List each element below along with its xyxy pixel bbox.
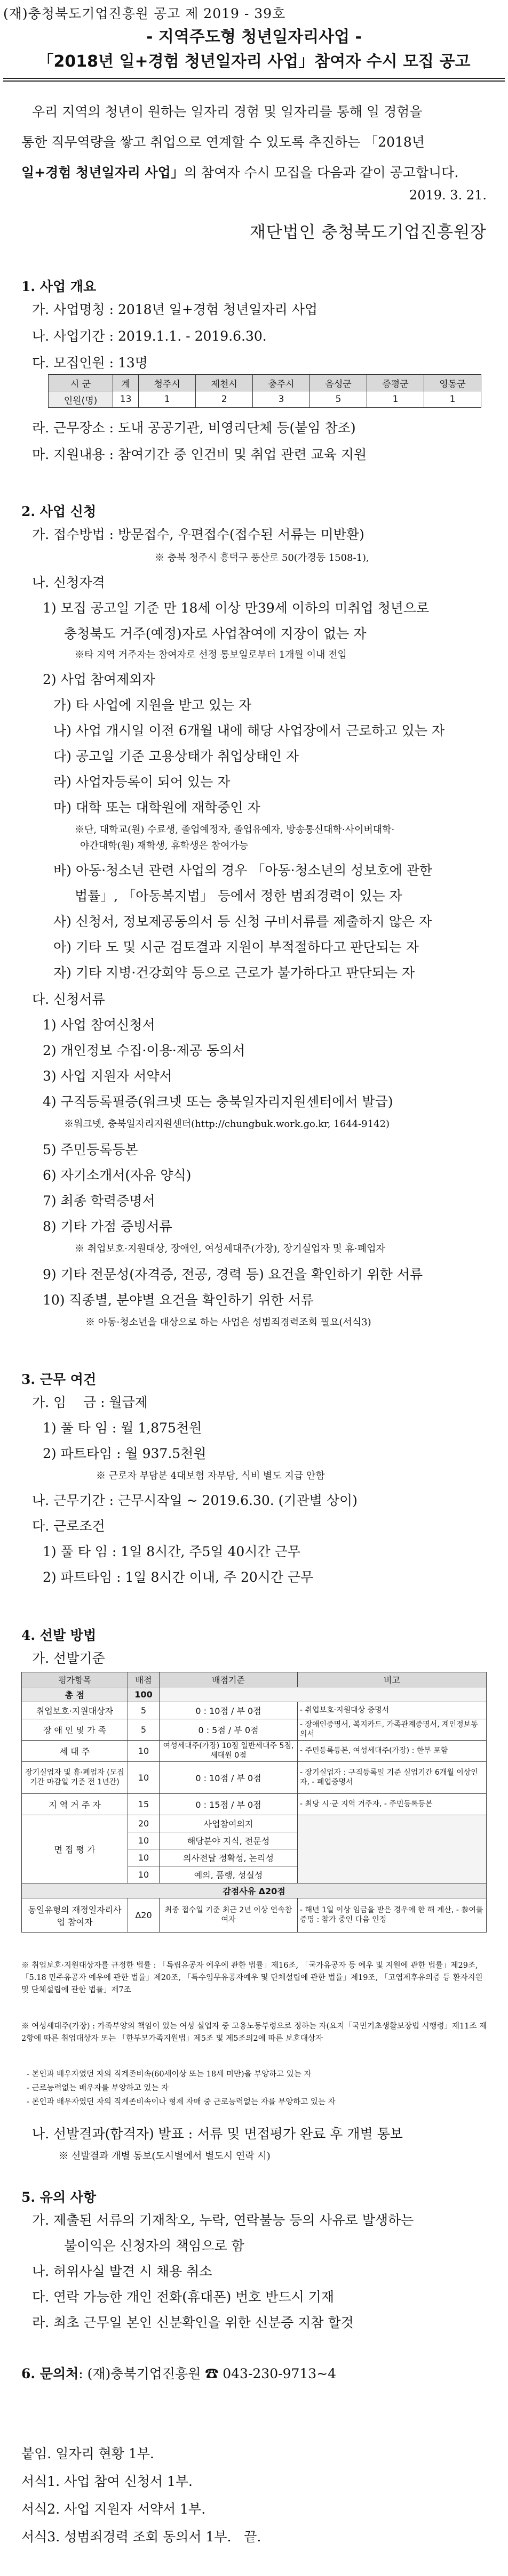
intro-program-name: 일+경험 청년일자리 사업」	[21, 165, 184, 180]
s4-footnote-5: - 본인과 배우자였던 자의 직계존비속이나 형제 자매 중 근로능력없는 자를 부양하고 있는 자	[27, 2098, 336, 2106]
criteria-rule: 0 : 10점 / 부 0점	[160, 1702, 298, 1719]
criteria-header: 배점	[128, 1672, 160, 1687]
region-header: 제천시	[196, 375, 253, 391]
s2-doc-6: 6) 자기소개서(자유 양식)	[43, 1168, 192, 1183]
s4-criteria: 가. 선발기준	[32, 1651, 105, 1666]
s2-eligibility: 나. 신청자격	[32, 575, 105, 590]
criteria-note: - 취업보호·지원대상 증명서	[298, 1702, 487, 1719]
criteria-total-value: 100	[128, 1687, 160, 1702]
criteria-interview-label: 면 접 평 가	[22, 1815, 128, 1883]
criteria-item: 동일유형의 재정일자리사업 참여자	[22, 1898, 128, 1933]
s2-exclusion-f2: 법률」, 「아동복지법」 등에서 정한 범죄경력이 있는 자	[75, 888, 402, 904]
region-quota-table	[48, 374, 481, 408]
region-cell: 13	[113, 391, 139, 408]
page-title: 「2018년 일+경험 청년일자리 사업」참여자 수시 모집 공고	[37, 52, 471, 71]
selection-criteria-table	[21, 1672, 487, 1933]
s2-doc-8-note: ※ 취업보호·지원대상, 장애인, 여성세대주(가장), 장기실업자 및 휴·폐업자	[75, 1243, 385, 1254]
region-header: 음성군	[310, 375, 367, 391]
s2-exclusion-a: 가) 타 사업에 지원을 받고 있는 자	[53, 697, 252, 713]
criteria-score: 10	[128, 1866, 160, 1883]
s2-doc-5: 5) 주민등록등본	[43, 1142, 138, 1157]
contact-info: : (재)충북기업진흥원 ☎ 043-230-9713~4	[78, 2366, 337, 2381]
s3-conditions: 다. 근로조건	[32, 1518, 105, 1534]
region-header: 충주시	[253, 375, 310, 391]
criteria-item: 지 역 거 주 자	[22, 1794, 128, 1815]
region-cell: 1	[139, 391, 196, 408]
s1-support: 마. 지원내용 : 참여기간 중 인건비 및 취업 관련 교육 지원	[32, 447, 367, 462]
s2-eligibility-1a: 1) 모집 공고일 기준 만 18세 이상 만39세 이하의 미취업 청년으로	[43, 600, 430, 616]
criteria-score: 15	[128, 1794, 160, 1815]
criteria-header: 배점기준	[160, 1672, 298, 1687]
s2-eligibility-1b: 충청북도 거주(예정)자로 사업참여에 지장이 없는 자	[64, 626, 367, 641]
criteria-score: Δ20	[128, 1898, 160, 1933]
s4-footnote-1: ※ 취업보호·지원대상자를 규정한 법률 : 「독립유공자 예우에 관한 법률」제16조, 「국가유공자 등 예우 및 지원에 관한 법률」제29조, 「5.18 민주유공자 예우에 관한 법률」제20조, 「특수임무유공자예우 및 단체설립에 관한 법률」제19조, 「고엽제후유의증 등 환자지원 및 단체설립에 관한 법률」제7조	[21, 1961, 483, 1995]
criteria-rule: 최종 접수일 기준 최근 2년 이상 연속참여자	[160, 1898, 298, 1933]
s2-address-note: ※ 충북 청주시 흥덕구 풍산로 50(가경동 1508-1),	[155, 552, 369, 564]
region-row-label: 인원(명)	[49, 391, 113, 408]
s2-doc-9: 9) 기타 전문성(자격증, 전공, 경력 등) 요건을 확인하기 위한 서류	[43, 1267, 423, 1282]
criteria-deduction-header: 감점사유 Δ20점	[22, 1883, 487, 1898]
s1-recruit: 다. 모집인원 : 13명	[32, 355, 148, 371]
s4-announcement-note: ※ 선발결과 개별 통보(도시별에서 별도시 연락 시)	[59, 2151, 271, 2162]
region-header: 계	[113, 375, 139, 391]
criteria-score: 5	[128, 1702, 160, 1719]
criteria-item: 장기실업자 및 휴·폐업자 (모집기간 마감일 기준 전 1년간)	[22, 1762, 128, 1794]
s2-exclusion-e-note1: ※단, 대학교(원) 수료생, 졸업예정자, 졸업유예자, 방송통신대학·사이버대학·	[75, 824, 395, 835]
s2-exclusion: 2) 사업 참여제외자	[43, 672, 155, 687]
section-5-heading: 5. 유의 사항	[21, 2189, 97, 2205]
s4-footnote-3: - 본인과 배우자였던 자의 직계존비속(60세이상 또는 18세 미만)을 부양하고 있는 자	[27, 2070, 312, 2079]
s2-doc-3: 3) 사업 지원자 서약서	[43, 1068, 172, 1084]
criteria-rule: 예의, 품행, 성실성	[160, 1866, 298, 1883]
s5-note-d: 라. 최초 근무일 본인 신분확인을 위한 신분증 지참 할것	[32, 2315, 354, 2330]
s2-eligibility-note: ※타 지역 거주자는 참여자로 선정 통보일로부터 1개월 이내 전입	[75, 649, 347, 661]
s2-exclusion-h: 아) 기타 도 및 시군 검토결과 지원이 부적절하다고 판단되는 자	[53, 939, 419, 955]
intro-line-3	[21, 166, 458, 179]
s1-workplace: 라. 근무장소 : 도내 공공기관, 비영리단체 등(붙임 참조)	[32, 420, 356, 436]
s2-exclusion-e: 마) 대학 또는 대학원에 재학중인 자	[53, 800, 260, 815]
criteria-item: 장 애 인 및 가 족	[22, 1719, 128, 1741]
s3-wage: 가. 임 금 : 월급제	[32, 1395, 148, 1410]
title-subtitle: - 지역주도형 청년일자리사업 -	[146, 28, 362, 46]
section-2-heading: 2. 사업 신청	[21, 504, 97, 519]
s2-doc-10-note: ※ 아동·청소년을 대상으로 하는 사업은 성범죄경력조회 필요(서식3)	[85, 1317, 371, 1328]
s3-wage-note: ※ 근로자 부담분 4대보험 자부담, 식비 별도 지급 안함	[96, 1470, 325, 1482]
s2-doc-2: 2) 개인정보 수집·이용·제공 동의서	[43, 1043, 245, 1058]
intro-line-1: 우리 지역의 청년이 원하는 일자리 경험 및 일자리를 통해 일 경험을	[32, 104, 423, 119]
s2-exclusion-f1: 바) 아동·청소년 관련 사업의 경우 「아동·청소년의 성보호에 관한	[53, 863, 433, 878]
criteria-header: 비고	[298, 1672, 487, 1687]
s3-period: 나. 근무기간 : 근무시작일 ~ 2019.6.30. (기관별 상이)	[32, 1493, 358, 1508]
s4-footnote-2: ※ 여성세대주(가장) : 가족부양의 책임이 있는 여성 실업자 중 고용노동부령으로 정하는 자(요지「국민기초생활보장법 시행령」제11조 제2항에 따른 취업대상자 또는 「한부모가족지원법」제5조 및 제5조의2에 따른 보호대상자	[21, 2022, 487, 2043]
attachment-1: 서식1. 사업 참여 신청서 1부.	[21, 2474, 193, 2489]
s3-wage-parttime: 2) 파트타임 : 월 937.5천원	[43, 1446, 207, 1461]
issuing-organization: 재단법인 충청북도기업진흥원장	[249, 223, 487, 242]
criteria-rule: 여성세대주(가장) 10점 일반세대주 5점, 세대원 0점	[160, 1741, 298, 1762]
s2-exclusion-b: 나) 사업 개시일 이전 6개월 내에 해당 사업장에서 근로하고 있는 자	[53, 723, 445, 738]
s4-footnote-4: - 근로능력없는 배우자를 부양하고 있는 자	[27, 2084, 169, 2092]
s2-doc-7: 7) 최종 학력증명서	[43, 1193, 155, 1209]
region-cell: 2	[196, 391, 253, 408]
region-header: 시 군	[49, 375, 113, 391]
s2-doc-1: 1) 사업 참여신청서	[43, 1017, 155, 1033]
section-4-heading: 4. 선발 방법	[21, 1628, 97, 1643]
s1-period: 나. 사업기간 : 2019.1.1. - 2019.6.30.	[32, 328, 267, 344]
s2-doc-4-note: ※워크넷, 충북일자리지원센터(http://chungbuk.work.go.kr, 1644-9142)	[64, 1118, 390, 1130]
criteria-rule: 0 : 10점 / 부 0점	[160, 1762, 298, 1794]
notice-date: 2019. 3. 21.	[409, 188, 487, 203]
s2-doc-8: 8) 기타 가점 증빙서류	[43, 1219, 172, 1234]
section-6-line	[21, 2367, 336, 2380]
region-header: 영동군	[424, 375, 481, 391]
criteria-item: 세 대 주	[22, 1741, 128, 1762]
criteria-item: 취업보호·지원대상자	[22, 1702, 128, 1719]
attachment-2: 서식2. 사업 지원자 서약서 1부.	[21, 2501, 206, 2517]
s2-doc-10: 10) 직종별, 분야별 요건을 확인하기 위한 서류	[43, 1292, 314, 1308]
s4-announcement: 나. 선발결과(합격자) 발표 : 서류 및 면접평가 완료 후 개별 통보	[32, 2126, 403, 2142]
s5-note-a2: 불이익은 신청자의 책임으로 함	[64, 2238, 244, 2253]
criteria-score: 5	[128, 1719, 160, 1741]
region-cell: 5	[310, 391, 367, 408]
notice-number: (재)충청북도기업진흥원 공고 제 2019 - 39호	[3, 6, 286, 21]
s5-note-a1: 가. 제출된 서류의 기재착오, 누락, 연락불능 등의 사유로 발생하는	[32, 2212, 414, 2228]
criteria-note: - 최당 시·군 지역 거주자, - 주민등록등본	[298, 1794, 487, 1815]
criteria-note: - 장애인증명서, 복지카드, 가족관계증명서, 계인정보동의서	[298, 1719, 487, 1741]
region-cell: 3	[253, 391, 310, 408]
region-cell: 1	[424, 391, 481, 408]
s2-doc-4: 4) 구직등록필증(워크넷 또는 충북일자리지원센터에서 발급)	[43, 1094, 393, 1109]
criteria-rule: 의사전달 정확성, 논리성	[160, 1849, 298, 1866]
s5-note-b: 나. 허위사실 발견 시 채용 취소	[32, 2264, 212, 2279]
s2-exclusion-c: 다) 공고일 기준 고용상태가 취업상태인 자	[53, 748, 299, 764]
criteria-note: - 해년 1일 이상 임금을 받은 경우에 한 해 계산, - 参여를 증명 : 참가 중인 다음 인정	[298, 1898, 487, 1933]
s3-wage-fulltime: 1) 풀 타 임 : 월 1,875천원	[43, 1420, 202, 1436]
criteria-rule: 해당분야 지식, 전문성	[160, 1832, 298, 1849]
criteria-score: 10	[128, 1762, 160, 1794]
title-divider-2	[3, 80, 505, 82]
intro-line-2: 통한 직무역량을 쌓고 취업으로 연계할 수 있도록 추진하는 「2018년	[21, 134, 425, 150]
attachment-3: 서식3. 성범죄경력 조회 동의서 1부. 끝.	[21, 2529, 261, 2545]
section-3-heading: 3. 근무 여건	[21, 1372, 97, 1387]
region-header: 증평군	[367, 375, 424, 391]
criteria-rule: 사업참여의지	[160, 1815, 298, 1832]
intro-line-3-rest: 의 참여자 수시 모집을 다음과 같이 공고합니다.	[184, 165, 459, 180]
s2-exclusion-d: 라) 사업자등록이 되어 있는 자	[53, 774, 231, 790]
s3-conditions-parttime: 2) 파트타임 : 1일 8시간 이내, 주 20시간 근무	[43, 1569, 314, 1585]
criteria-note: - 주민등록등본, 여성세대주(가장) : 한부 포함	[298, 1741, 487, 1762]
criteria-score: 10	[128, 1849, 160, 1866]
section-6-heading: 6. 문의처	[21, 2366, 79, 2381]
s5-note-c: 다. 연락 가능한 개인 전화(휴대폰) 번호 반드시 기재	[32, 2289, 335, 2305]
criteria-total-label: 총 점	[22, 1687, 128, 1702]
criteria-score: 20	[128, 1815, 160, 1832]
region-header: 청주시	[139, 375, 196, 391]
s1-name: 가. 사업명칭 : 2018년 일+경험 청년일자리 사업	[32, 302, 318, 317]
criteria-rule: 0 : 5점 / 부 0점	[160, 1719, 298, 1741]
criteria-rule: 0 : 15점 / 부 0점	[160, 1794, 298, 1815]
region-cell: 1	[367, 391, 424, 408]
criteria-score: 10	[128, 1741, 160, 1762]
title-divider	[3, 78, 505, 79]
s2-documents: 다. 신청서류	[32, 992, 105, 1007]
s2-method: 가. 접수방법 : 방문접수, 우편접수(접수된 서류는 미반환)	[32, 527, 364, 542]
criteria-header: 평가항목	[22, 1672, 128, 1687]
criteria-score: 10	[128, 1832, 160, 1849]
criteria-note: - 장기실업자 : 구직등록일 기준 실업기간 6개월 이상인 자, - 폐업증명서	[298, 1762, 487, 1794]
s2-exclusion-e-note2: 야간대학(원) 재학생, 휴학생은 참여가능	[80, 840, 249, 851]
attachment-0: 붙임. 일자리 현황 1부.	[21, 2446, 154, 2461]
s2-exclusion-i: 자) 기타 지병·건강회약 등으로 근로가 불가하다고 판단되는 자	[53, 965, 415, 980]
s2-exclusion-g: 사) 신청서, 정보제공동의서 등 신청 구비서류를 제출하지 않은 자	[53, 914, 432, 929]
section-1-heading: 1. 사업 개요	[21, 279, 97, 294]
s3-conditions-fulltime: 1) 풀 타 임 : 1일 8시간, 주5일 40시간 근무	[43, 1544, 300, 1559]
